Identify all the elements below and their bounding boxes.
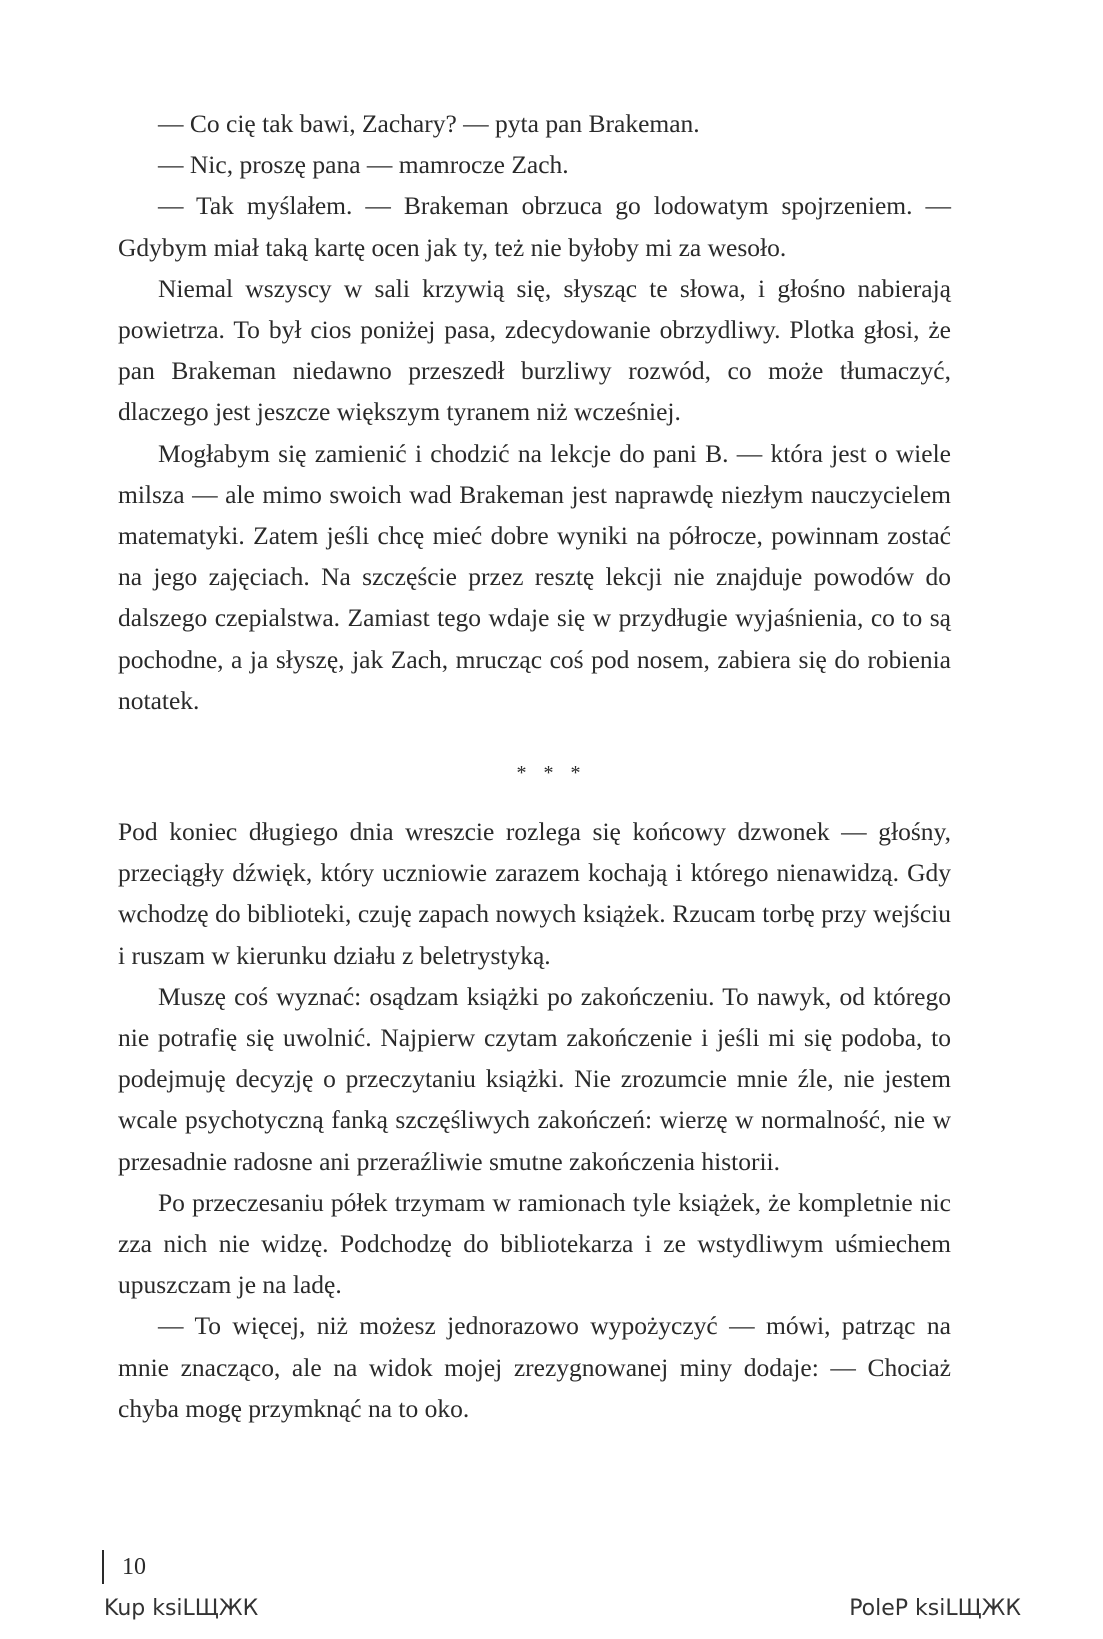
recommend-book-link[interactable]: PoleP ksiLЩЖК bbox=[849, 1596, 1021, 1621]
paragraph: Muszę coś wyznać: osądzam książki po zakończeniu. To nawyk, od którego nie potrafię się uwolnić. Najpierw czytam zakończenie i jeśli mi się podoba, to podejmuję decyzję o przeczytaniu książki. Nie zrozumcie mnie źle, nie jestem wcale psychotyczną fanką szczęśliwych zakończeń: wierzę w normalność, nie w przesadnie radosne ani przeraźliwie smutne zakończenia historii. bbox=[118, 981, 951, 1176]
section-one-text bbox=[118, 103, 951, 721]
paragraph: Niemal wszyscy w sali krzywią się, słysząc te słowa, i głośno nabierają powietrza. To był cios poniżej pasa, zdecydowanie obrzydliwy. Plotka głosi, że pan Brakeman niedawno przeszedł burzliwy rozwód, co może tłumaczyć, dlaczego jest jeszcze większym tyranem niż wcześniej. bbox=[118, 273, 951, 427]
section-two-text bbox=[118, 811, 951, 1429]
buy-book-link[interactable]: Kup ksiLЩЖК bbox=[104, 1596, 259, 1621]
paragraph: Pod koniec długiego dnia wreszcie rozlega się końcowy dzwonek — głośny, przeciągły dźwięk, który uczniowie zarazem kochają i którego nienawidzą. Gdy wchodzę do biblioteki, czuję zapach nowych książek. Rzucam torbę przy wejściu i ruszam w kierunku działu z beletrystyką. bbox=[118, 817, 951, 970]
page-number: 10 bbox=[102, 1550, 146, 1584]
paragraph: — To więcej, niż możesz jednorazowo wypożyczyć — mówi, patrząc na mnie znacząco, ale na widok mojej zrezygnowanej miny dodaje: — Chociaż chyba mogę przymknąć na to oko. bbox=[118, 1311, 951, 1423]
paragraph: — Nic, proszę pana — mamrocze Zach. bbox=[158, 150, 569, 180]
paragraph: — Co cię tak bawi, Zachary? — pyta pan Brakeman. bbox=[158, 109, 700, 138]
section-separator: * * * bbox=[516, 762, 587, 784]
paragraph: — Tak myślałem. — Brakeman obrzuca go lodowatym spojrzeniem. — Gdybym miał taką kartę ocen jak ty, też nie byłoby mi za wesoło. bbox=[118, 191, 951, 262]
paragraph: Mogłabym się zamienić i chodzić na lekcje do pani B. — która jest o wiele milsza — ale mimo swoich wad Brakeman jest naprawdę niezłym nauczycielem matematyki. Zatem jeśli chcę mieć dobre wyniki na półrocze, powinnam zostać na jego zajęciach. Na szczęście przez resztę lekcji nie znajduje powodów do dalszego czepialstwa. Zamiast tego wdaje się w przydługie wyjaśnienia, co to są pochodne, a ja słyszę, jak Zach, mrucząc coś pod nosem, zabiera się do robienia notatek. bbox=[118, 438, 951, 715]
paragraph: Po przeczesaniu półek trzymam w ramionach tyle książek, że kompletnie nic zza nich nie widzę. Podchodzę do bibliotekarza i ze wstydliwym uśmiechem upuszczam je na ladę. bbox=[118, 1187, 951, 1300]
